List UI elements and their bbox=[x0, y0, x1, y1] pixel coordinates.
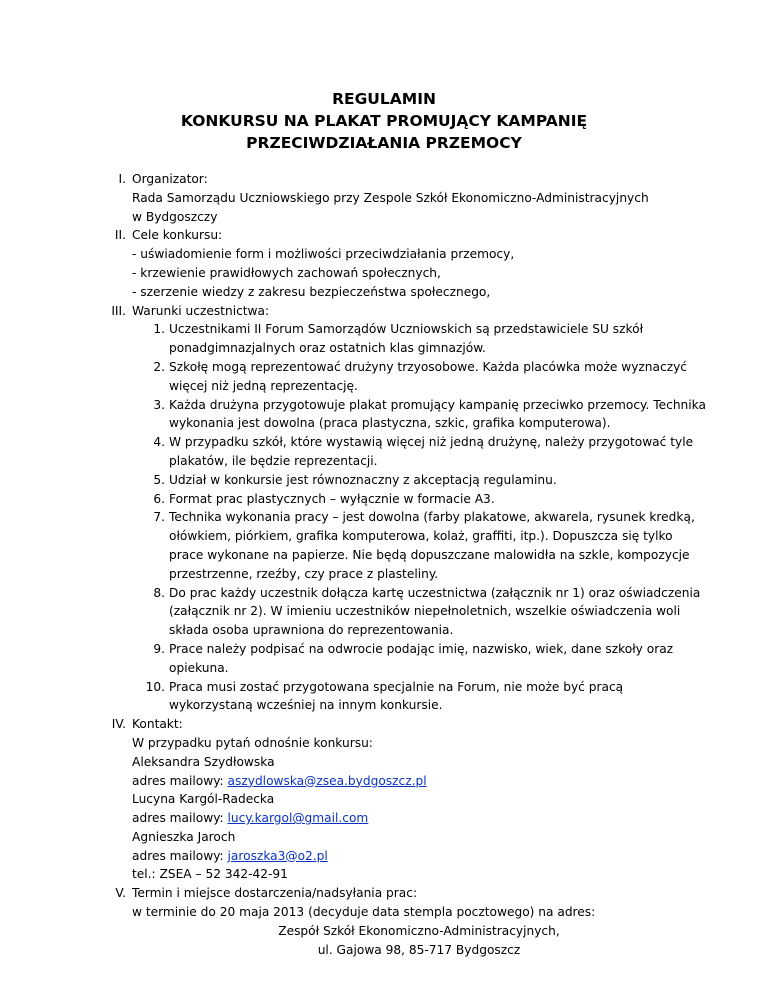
contact-email-line bbox=[132, 772, 706, 791]
document-title bbox=[0, 88, 768, 154]
condition-item bbox=[132, 320, 706, 358]
condition-item bbox=[132, 678, 706, 716]
condition-text: Technika wykonania pracy – jest dowolna (farby plakatowe, akwarela, rysunek kredką, ołówkiem, piórkiem, grafika komputerowa, kolaż, graffiti, itp.). Dopuszcza się tylko prace wykonane na papierze. Nie będą dopuszczane malowidła na szkle, kompozycje przestrzenne, rzeźby, czy prace z plasteliny. bbox=[169, 510, 695, 581]
condition-number: 10. bbox=[145, 679, 165, 694]
organizer-city: w Bydgoszczy bbox=[132, 209, 218, 224]
section-heading: Termin i miejsce dostarczenia/nadsyłania prac: bbox=[132, 886, 418, 901]
condition-number: 5. bbox=[153, 472, 165, 487]
section-number: V. bbox=[115, 886, 126, 901]
condition-item bbox=[132, 584, 706, 640]
condition-item bbox=[132, 640, 706, 678]
condition-number: 3. bbox=[153, 397, 165, 412]
section-goals bbox=[106, 226, 706, 301]
goal-item: - uświadomienie form i możliwości przeciwdziałania przemocy, bbox=[132, 247, 515, 262]
address-line-1: Zespół Szkół Ekonomiczno-Administracyjnych, bbox=[278, 923, 560, 938]
deadline-text: w terminie do 20 maja 2013 (decyduje data stempla pocztowego) na adres: bbox=[132, 905, 596, 920]
section-heading: Kontakt: bbox=[132, 717, 183, 732]
address-line-2: ul. Gajowa 98, 85-717 Bydgoszcz bbox=[317, 942, 521, 957]
section-number: I. bbox=[118, 172, 126, 186]
contact-phone: tel.: ZSEA – 52 342-42-91 bbox=[132, 867, 288, 882]
email-link[interactable]: jaroszka3@o2.pl bbox=[227, 848, 328, 863]
condition-text: Praca musi zostać przygotowana specjalnie na Forum, nie może być pracą wykorzystaną wcześniej na innym konkursie. bbox=[169, 679, 624, 713]
document-body bbox=[106, 170, 706, 959]
condition-item bbox=[132, 358, 706, 396]
condition-text: W przypadku szkół, które wystawią więcej niż jedną drużynę, należy przygotować tyle plakatów, ile będzie reprezentacji. bbox=[169, 435, 694, 468]
condition-item bbox=[132, 433, 706, 471]
condition-text: Uczestnikami II Forum Samorządów Uczniowskich są przedstawiciele SU szkół ponadgimnazjalnych oraz ostatnich klas gimnazjów. bbox=[169, 322, 644, 356]
goal-item: - szerzenie wiedzy z zakresu bezpieczeństwa społecznego, bbox=[132, 284, 491, 299]
title-line-3: PRZECIWDZIAŁANIA PRZEMOCY bbox=[246, 134, 522, 152]
contact-email-line bbox=[132, 847, 706, 866]
email-link[interactable]: aszydlowska@zsea.bydgoszcz.pl bbox=[227, 773, 427, 788]
condition-text: Każda drużyna przygotowuje plakat promujący kampanię przeciwko przemocy. Technika wykonania jest dowolna (praca plastyczna, szkic, grafika komputerowa). bbox=[169, 397, 706, 431]
section-heading: Cele konkursu: bbox=[132, 228, 223, 243]
contact-email-line bbox=[132, 809, 706, 828]
condition-text: Prace należy podpisać na odwrocie podając imię, nazwisko, wiek, dane szkoły oraz opiekuna. bbox=[169, 641, 674, 675]
section-conditions bbox=[106, 302, 706, 716]
condition-text: Udział w konkursie jest równoznaczny z akceptacją regulaminu. bbox=[169, 472, 557, 487]
condition-item bbox=[132, 396, 706, 434]
email-label: adres mailowy: bbox=[132, 811, 228, 826]
condition-number: 2. bbox=[153, 359, 165, 374]
contact-name: Lucyna Kargól-Radecka bbox=[132, 792, 275, 807]
condition-item bbox=[132, 490, 706, 509]
condition-number: 8. bbox=[153, 585, 165, 600]
section-number: IV. bbox=[111, 717, 126, 732]
email-label: adres mailowy: bbox=[132, 848, 228, 863]
condition-number: 6. bbox=[153, 491, 165, 506]
condition-number: 4. bbox=[153, 435, 165, 450]
contact-intro: W przypadku pytań odnośnie konkursu: bbox=[132, 735, 373, 750]
email-label: adres mailowy: bbox=[132, 773, 228, 788]
condition-number: 1. bbox=[153, 322, 165, 337]
condition-item bbox=[132, 508, 706, 583]
section-heading: Warunki uczestnictwa: bbox=[132, 303, 270, 318]
condition-number: 9. bbox=[153, 641, 165, 656]
condition-text: Szkołę mogą reprezentować drużyny trzyosobowe. Każda placówka może wyznaczyć więcej niż jedną reprezentację. bbox=[169, 359, 688, 393]
section-heading: Organizator: bbox=[132, 172, 208, 186]
section-contact bbox=[106, 715, 706, 884]
section-number: II. bbox=[114, 228, 126, 243]
section-organizer bbox=[106, 170, 706, 226]
title-line-1: REGULAMIN bbox=[332, 90, 436, 108]
title-line-2: KONKURSU NA PLAKAT PROMUJĄCY KAMPANIĘ bbox=[180, 112, 588, 130]
section-deadline bbox=[106, 884, 706, 959]
condition-text: Do prac każdy uczestnik dołącza kartę uczestnictwa (załącznik nr 1) oraz oświadczenia (załącznik nr 2). W imieniu uczestników niepełnoletnich, wszelkie oświadczenia woli składa osoba uprawniona do reprezentowania. bbox=[169, 585, 701, 638]
goal-item: - krzewienie prawidłowych zachowań społecznych, bbox=[132, 265, 441, 280]
condition-item bbox=[132, 471, 706, 490]
contact-name: Aleksandra Szydłowska bbox=[132, 754, 275, 769]
condition-text: Format prac plastycznych – wyłącznie w formacie A3. bbox=[169, 491, 495, 506]
organizer-line: Rada Samorządu Uczniowskiego przy Zespole Szkół Ekonomiczno-Administracyjnych bbox=[132, 190, 649, 205]
email-link[interactable]: lucy.kargol@gmail.com bbox=[227, 811, 369, 826]
section-number: III. bbox=[111, 303, 126, 318]
contact-name: Agnieszka Jaroch bbox=[132, 829, 236, 844]
condition-number: 7. bbox=[153, 510, 165, 525]
